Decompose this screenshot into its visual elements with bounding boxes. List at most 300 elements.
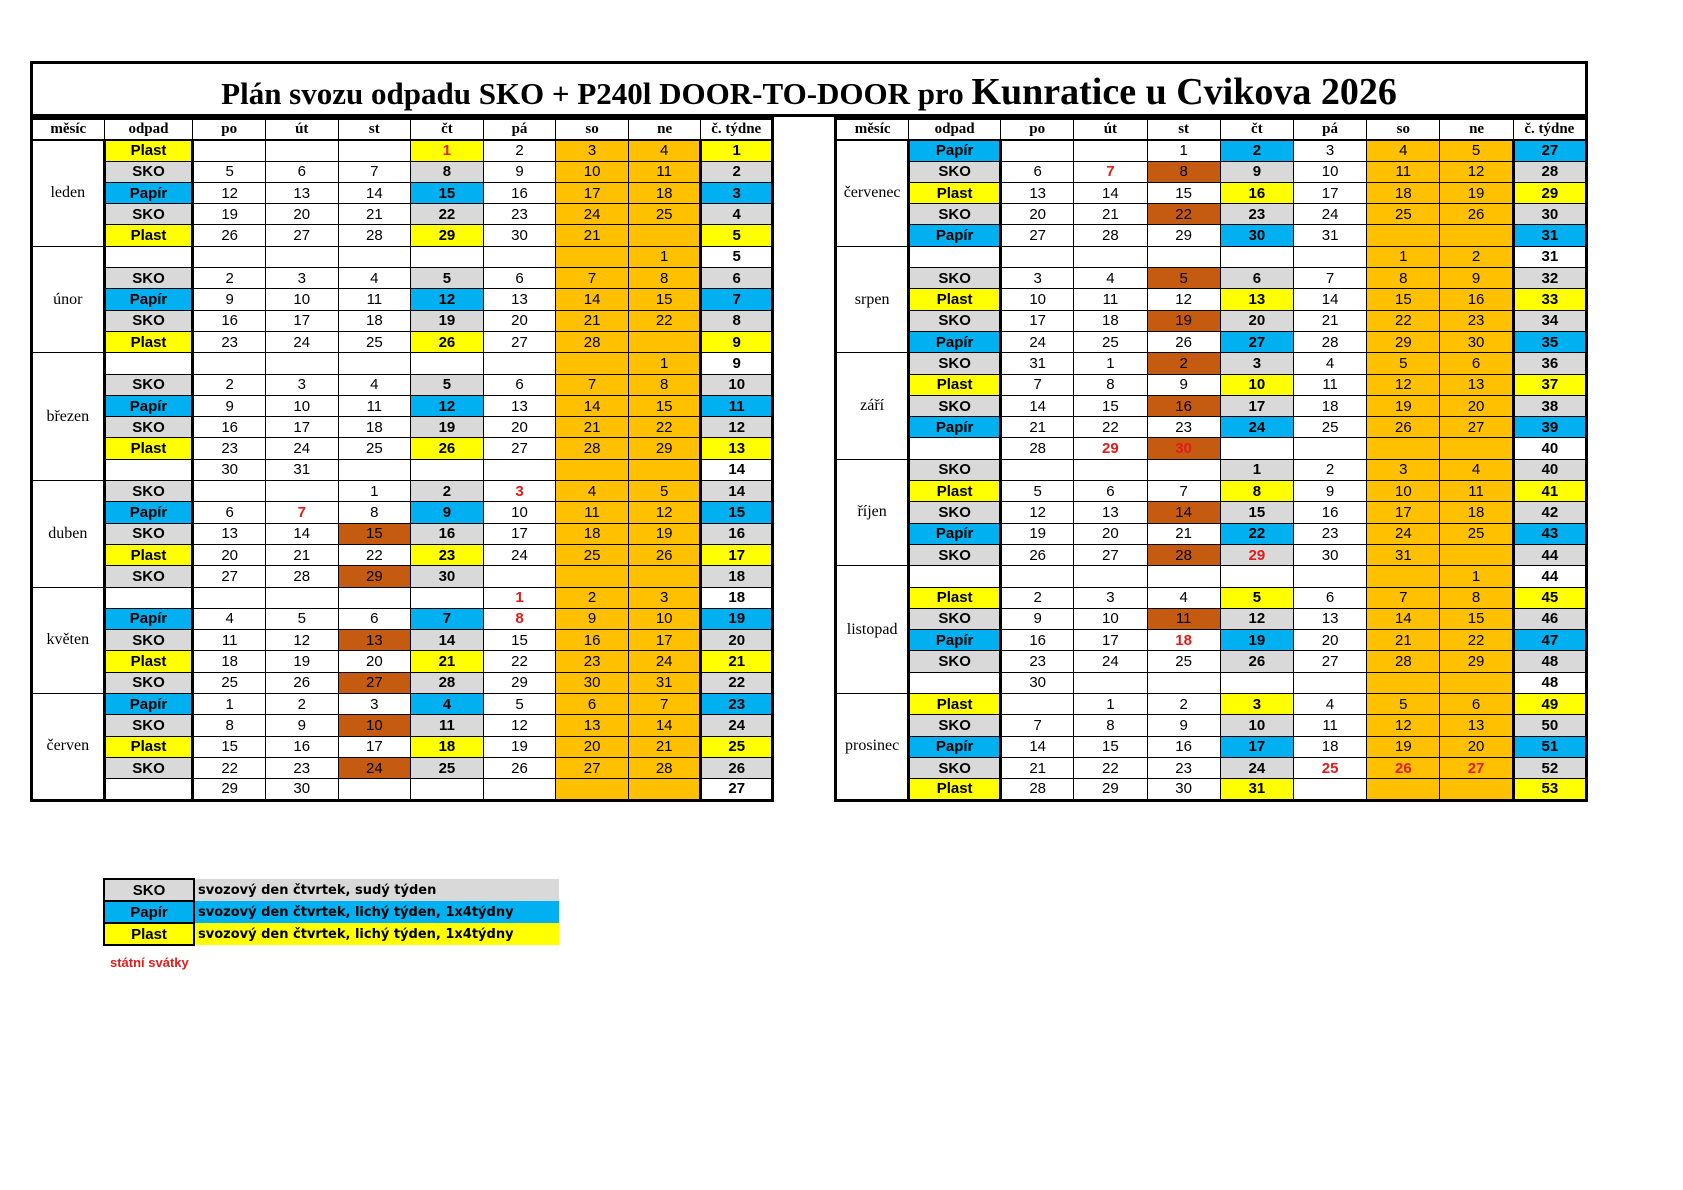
day-cell: 20 <box>265 204 338 225</box>
day-cell: 23 <box>265 757 338 778</box>
day-cell: 18 <box>1440 502 1513 523</box>
day-cell: 6 <box>265 161 338 182</box>
table-row <box>836 502 1587 523</box>
day-cell: 27 <box>1074 544 1147 565</box>
waste-type-cell: SKO <box>104 417 193 438</box>
table-row <box>32 161 773 182</box>
day-cell: 3 <box>556 140 629 161</box>
week-number-cell: 27 <box>701 779 773 800</box>
table-row <box>836 779 1587 800</box>
table-row <box>32 225 773 246</box>
day-cell <box>483 246 556 267</box>
day-cell <box>483 353 556 374</box>
day-cell <box>1440 672 1513 693</box>
waste-type-cell: SKO <box>104 566 193 587</box>
column-header: měsíc <box>836 119 909 140</box>
table-row <box>32 182 773 203</box>
table-row <box>32 779 773 800</box>
month-name: září <box>836 353 909 459</box>
day-cell: 19 <box>483 736 556 757</box>
day-cell: 12 <box>193 182 266 203</box>
day-cell: 10 <box>338 715 411 736</box>
day-cell: 6 <box>483 374 556 395</box>
day-cell: 7 <box>338 161 411 182</box>
day-cell <box>1367 438 1440 459</box>
day-cell: 30 <box>265 779 338 800</box>
day-cell: 29 <box>1367 331 1440 352</box>
header-row <box>32 119 773 140</box>
title-bar <box>30 61 1588 117</box>
column-header: č. týdne <box>701 119 773 140</box>
day-cell: 13 <box>1074 502 1147 523</box>
day-cell: 16 <box>483 182 556 203</box>
week-number-cell: 53 <box>1513 779 1586 800</box>
day-cell: 21 <box>1001 417 1074 438</box>
day-cell: 7 <box>1001 374 1074 395</box>
day-cell: 24 <box>1001 331 1074 352</box>
day-cell: 19 <box>1220 630 1293 651</box>
legend-text: svozový den čtvrtek, lichý týden, 1x4týdny <box>194 923 559 945</box>
legend-row <box>104 923 559 945</box>
day-cell: 6 <box>556 694 629 715</box>
day-cell: 6 <box>193 502 266 523</box>
waste-type-cell: Papír <box>909 523 1001 544</box>
waste-type-cell: SKO <box>909 757 1001 778</box>
table-row <box>836 182 1587 203</box>
waste-type-cell: SKO <box>104 672 193 693</box>
day-cell: 27 <box>483 438 556 459</box>
day-cell: 14 <box>1147 502 1220 523</box>
day-cell: 14 <box>1001 395 1074 416</box>
day-cell: 11 <box>1147 608 1220 629</box>
day-cell: 22 <box>1220 523 1293 544</box>
week-number-cell: 42 <box>1513 502 1586 523</box>
day-cell <box>193 353 266 374</box>
column-header: po <box>1001 119 1074 140</box>
day-cell: 25 <box>411 757 484 778</box>
table-row <box>32 246 773 267</box>
week-number-cell: 21 <box>701 651 773 672</box>
day-cell: 23 <box>483 204 556 225</box>
day-cell: 31 <box>1293 225 1366 246</box>
waste-type-cell: Papír <box>104 694 193 715</box>
day-cell: 6 <box>1220 268 1293 289</box>
day-cell: 31 <box>1367 544 1440 565</box>
day-cell: 16 <box>265 736 338 757</box>
day-cell <box>411 779 484 800</box>
day-cell: 13 <box>483 395 556 416</box>
day-cell: 9 <box>193 395 266 416</box>
day-cell: 17 <box>1367 502 1440 523</box>
week-number-cell: 48 <box>1513 672 1586 693</box>
day-cell: 12 <box>411 289 484 310</box>
day-cell: 28 <box>628 757 701 778</box>
day-cell: 25 <box>1293 417 1366 438</box>
day-cell: 16 <box>411 523 484 544</box>
table-row <box>32 736 773 757</box>
day-cell: 28 <box>265 566 338 587</box>
month-name: květen <box>32 587 105 693</box>
day-cell: 8 <box>483 608 556 629</box>
table-row <box>32 204 773 225</box>
day-cell <box>338 587 411 608</box>
month-name: březen <box>32 353 105 481</box>
day-cell: 21 <box>628 736 701 757</box>
day-cell: 5 <box>265 608 338 629</box>
waste-type-cell: Plast <box>909 587 1001 608</box>
table-row <box>836 608 1587 629</box>
day-cell <box>1001 459 1074 480</box>
month-name: červenec <box>836 140 909 246</box>
day-cell <box>628 566 701 587</box>
day-cell: 30 <box>1001 672 1074 693</box>
week-number-cell: 23 <box>701 694 773 715</box>
waste-type-cell <box>909 246 1001 267</box>
day-cell: 8 <box>193 715 266 736</box>
day-cell: 20 <box>338 651 411 672</box>
day-cell: 1 <box>1147 140 1220 161</box>
day-cell: 23 <box>193 438 266 459</box>
day-cell: 15 <box>483 630 556 651</box>
table-row <box>836 395 1587 416</box>
day-cell: 22 <box>338 544 411 565</box>
table-row <box>836 289 1587 310</box>
column-header: pá <box>483 119 556 140</box>
day-cell <box>1220 438 1293 459</box>
day-cell: 6 <box>1440 353 1513 374</box>
table-row <box>836 353 1587 374</box>
day-cell: 4 <box>1293 353 1366 374</box>
day-cell: 15 <box>1074 736 1147 757</box>
day-cell: 15 <box>338 523 411 544</box>
day-cell: 22 <box>1367 310 1440 331</box>
day-cell: 11 <box>628 161 701 182</box>
day-cell: 30 <box>1147 438 1220 459</box>
day-cell: 9 <box>483 161 556 182</box>
table-row <box>836 694 1587 715</box>
waste-type-cell: Papír <box>909 140 1001 161</box>
day-cell <box>1220 566 1293 587</box>
day-cell: 2 <box>1293 459 1366 480</box>
day-cell: 7 <box>556 374 629 395</box>
day-cell: 20 <box>1440 736 1513 757</box>
month-name: duben <box>32 481 105 587</box>
day-cell: 25 <box>1293 757 1366 778</box>
day-cell: 22 <box>1147 204 1220 225</box>
day-cell: 20 <box>1220 310 1293 331</box>
day-cell: 23 <box>1293 523 1366 544</box>
day-cell <box>193 140 266 161</box>
day-cell: 25 <box>193 672 266 693</box>
day-cell: 21 <box>411 651 484 672</box>
week-number-cell: 2 <box>701 161 773 182</box>
day-cell: 17 <box>1074 630 1147 651</box>
waste-type-cell: SKO <box>909 651 1001 672</box>
day-cell <box>1147 459 1220 480</box>
day-cell: 7 <box>1367 587 1440 608</box>
day-cell: 3 <box>1293 140 1366 161</box>
day-cell: 28 <box>1147 544 1220 565</box>
day-cell: 8 <box>1440 587 1513 608</box>
waste-type-cell: Plast <box>909 374 1001 395</box>
day-cell: 13 <box>483 289 556 310</box>
day-cell: 3 <box>1220 694 1293 715</box>
column-header: čt <box>1220 119 1293 140</box>
day-cell: 1 <box>411 140 484 161</box>
day-cell: 1 <box>1074 353 1147 374</box>
day-cell: 27 <box>338 672 411 693</box>
day-cell <box>1293 438 1366 459</box>
day-cell: 5 <box>411 268 484 289</box>
day-cell: 30 <box>483 225 556 246</box>
month-name: leden <box>32 140 105 246</box>
table-row <box>32 544 773 565</box>
waste-type-cell: SKO <box>104 481 193 502</box>
day-cell <box>265 246 338 267</box>
day-cell: 19 <box>1367 736 1440 757</box>
waste-type-cell <box>909 566 1001 587</box>
table-row <box>836 438 1587 459</box>
day-cell: 10 <box>1367 481 1440 502</box>
day-cell: 7 <box>1001 715 1074 736</box>
day-cell: 8 <box>1367 268 1440 289</box>
day-cell <box>1440 225 1513 246</box>
waste-type-cell: SKO <box>909 608 1001 629</box>
column-header: čt <box>411 119 484 140</box>
day-cell: 27 <box>1220 331 1293 352</box>
day-cell: 2 <box>1147 694 1220 715</box>
day-cell <box>265 140 338 161</box>
day-cell: 11 <box>193 630 266 651</box>
day-cell: 10 <box>265 395 338 416</box>
day-cell: 27 <box>556 757 629 778</box>
day-cell <box>265 353 338 374</box>
week-number-cell: 9 <box>701 331 773 352</box>
day-cell: 21 <box>1001 757 1074 778</box>
day-cell: 5 <box>1440 140 1513 161</box>
day-cell: 26 <box>1367 417 1440 438</box>
day-cell: 14 <box>1367 608 1440 629</box>
day-cell: 24 <box>628 651 701 672</box>
table-row <box>32 268 773 289</box>
day-cell: 13 <box>1440 715 1513 736</box>
day-cell: 19 <box>1367 395 1440 416</box>
day-cell: 29 <box>1220 544 1293 565</box>
day-cell: 8 <box>628 268 701 289</box>
week-number-cell: 48 <box>1513 651 1586 672</box>
table-row <box>836 757 1587 778</box>
day-cell: 5 <box>628 481 701 502</box>
day-cell <box>1220 246 1293 267</box>
column-header: pá <box>1293 119 1366 140</box>
day-cell <box>483 779 556 800</box>
day-cell: 1 <box>628 353 701 374</box>
title-part-1: Plán svozu odpadu SKO + P240l DOOR-TO-DOOR pro <box>221 76 972 111</box>
day-cell: 27 <box>193 566 266 587</box>
day-cell <box>1074 246 1147 267</box>
day-cell: 18 <box>1293 395 1366 416</box>
table-row <box>836 268 1587 289</box>
day-cell: 16 <box>193 417 266 438</box>
day-cell: 2 <box>265 694 338 715</box>
day-cell: 25 <box>1074 331 1147 352</box>
week-number-cell: 31 <box>1513 246 1586 267</box>
day-cell <box>1074 566 1147 587</box>
column-header: ne <box>628 119 701 140</box>
table-row <box>836 246 1587 267</box>
week-number-cell: 52 <box>1513 757 1586 778</box>
week-number-cell: 18 <box>701 566 773 587</box>
month-name: únor <box>32 246 105 352</box>
column-header: č. týdne <box>1513 119 1586 140</box>
waste-type-cell: Papír <box>909 225 1001 246</box>
day-cell: 13 <box>1440 374 1513 395</box>
table-row <box>32 757 773 778</box>
day-cell: 28 <box>1293 331 1366 352</box>
day-cell: 16 <box>1440 289 1513 310</box>
day-cell: 12 <box>483 715 556 736</box>
day-cell: 13 <box>1293 608 1366 629</box>
waste-type-cell: SKO <box>104 715 193 736</box>
waste-type-cell: Papír <box>909 630 1001 651</box>
day-cell: 2 <box>193 268 266 289</box>
day-cell: 28 <box>1001 779 1074 800</box>
day-cell <box>1440 779 1513 800</box>
day-cell: 10 <box>628 608 701 629</box>
table-row <box>836 417 1587 438</box>
day-cell: 4 <box>193 608 266 629</box>
day-cell: 22 <box>628 417 701 438</box>
day-cell: 4 <box>411 694 484 715</box>
week-number-cell: 51 <box>1513 736 1586 757</box>
waste-type-cell: SKO <box>909 502 1001 523</box>
week-number-cell: 3 <box>701 182 773 203</box>
table-row <box>836 544 1587 565</box>
waste-type-cell: SKO <box>104 523 193 544</box>
table-row <box>32 608 773 629</box>
table-row <box>32 438 773 459</box>
day-cell: 30 <box>1293 544 1366 565</box>
day-cell <box>556 566 629 587</box>
day-cell: 11 <box>338 289 411 310</box>
table-row <box>32 417 773 438</box>
day-cell <box>1293 672 1366 693</box>
day-cell: 23 <box>556 651 629 672</box>
day-cell: 17 <box>265 417 338 438</box>
table-row <box>836 672 1587 693</box>
day-cell: 21 <box>1293 310 1366 331</box>
day-cell: 24 <box>1074 651 1147 672</box>
day-cell <box>1367 566 1440 587</box>
day-cell: 29 <box>483 672 556 693</box>
legend-text: svozový den čtvrtek, lichý týden, 1x4týdny <box>194 901 559 923</box>
column-header: měsíc <box>32 119 105 140</box>
day-cell: 27 <box>1440 417 1513 438</box>
day-cell: 8 <box>1074 374 1147 395</box>
day-cell <box>193 246 266 267</box>
week-number-cell: 19 <box>701 608 773 629</box>
day-cell: 26 <box>411 331 484 352</box>
table-row <box>32 140 773 161</box>
day-cell: 9 <box>1440 268 1513 289</box>
day-cell: 18 <box>556 523 629 544</box>
day-cell: 12 <box>1367 715 1440 736</box>
day-cell <box>1293 779 1366 800</box>
day-cell: 31 <box>628 672 701 693</box>
day-cell: 9 <box>556 608 629 629</box>
table-row <box>32 353 773 374</box>
day-cell: 31 <box>1001 353 1074 374</box>
day-cell: 10 <box>265 289 338 310</box>
day-cell: 20 <box>193 544 266 565</box>
legend-row <box>104 879 559 901</box>
waste-type-cell: SKO <box>909 395 1001 416</box>
week-number-cell: 16 <box>701 523 773 544</box>
waste-type-cell: Plast <box>104 140 193 161</box>
day-cell: 16 <box>1293 502 1366 523</box>
day-cell: 13 <box>1001 182 1074 203</box>
day-cell: 25 <box>338 331 411 352</box>
day-cell <box>411 587 484 608</box>
day-cell: 30 <box>411 566 484 587</box>
day-cell: 14 <box>556 289 629 310</box>
day-cell: 30 <box>1440 331 1513 352</box>
day-cell <box>628 225 701 246</box>
day-cell: 22 <box>1074 417 1147 438</box>
table-row <box>836 566 1587 587</box>
table-row <box>32 395 773 416</box>
day-cell: 2 <box>1001 587 1074 608</box>
day-cell: 14 <box>265 523 338 544</box>
day-cell: 15 <box>1074 395 1147 416</box>
day-cell: 16 <box>1147 736 1220 757</box>
day-cell: 8 <box>338 502 411 523</box>
day-cell: 24 <box>483 544 556 565</box>
day-cell: 5 <box>411 374 484 395</box>
day-cell: 6 <box>1001 161 1074 182</box>
day-cell: 4 <box>1293 694 1366 715</box>
day-cell: 7 <box>1074 161 1147 182</box>
day-cell: 11 <box>1293 374 1366 395</box>
day-cell: 12 <box>1440 161 1513 182</box>
day-cell <box>1147 566 1220 587</box>
day-cell: 5 <box>193 161 266 182</box>
day-cell: 22 <box>483 651 556 672</box>
day-cell: 22 <box>628 310 701 331</box>
day-cell: 13 <box>193 523 266 544</box>
day-cell: 10 <box>556 161 629 182</box>
day-cell: 26 <box>411 438 484 459</box>
day-cell: 9 <box>1220 161 1293 182</box>
week-number-cell: 1 <box>701 140 773 161</box>
column-header: út <box>265 119 338 140</box>
legend-table <box>103 878 560 946</box>
waste-type-cell: Plast <box>104 736 193 757</box>
week-number-cell: 26 <box>701 757 773 778</box>
day-cell: 4 <box>1147 587 1220 608</box>
day-cell <box>193 587 266 608</box>
legend-key: Plast <box>104 923 194 945</box>
day-cell: 9 <box>1147 715 1220 736</box>
day-cell: 10 <box>483 502 556 523</box>
day-cell: 16 <box>193 310 266 331</box>
week-number-cell: 25 <box>701 736 773 757</box>
day-cell: 24 <box>1367 523 1440 544</box>
day-cell: 19 <box>1147 310 1220 331</box>
day-cell: 12 <box>265 630 338 651</box>
waste-type-cell: Plast <box>909 779 1001 800</box>
day-cell: 23 <box>1440 310 1513 331</box>
